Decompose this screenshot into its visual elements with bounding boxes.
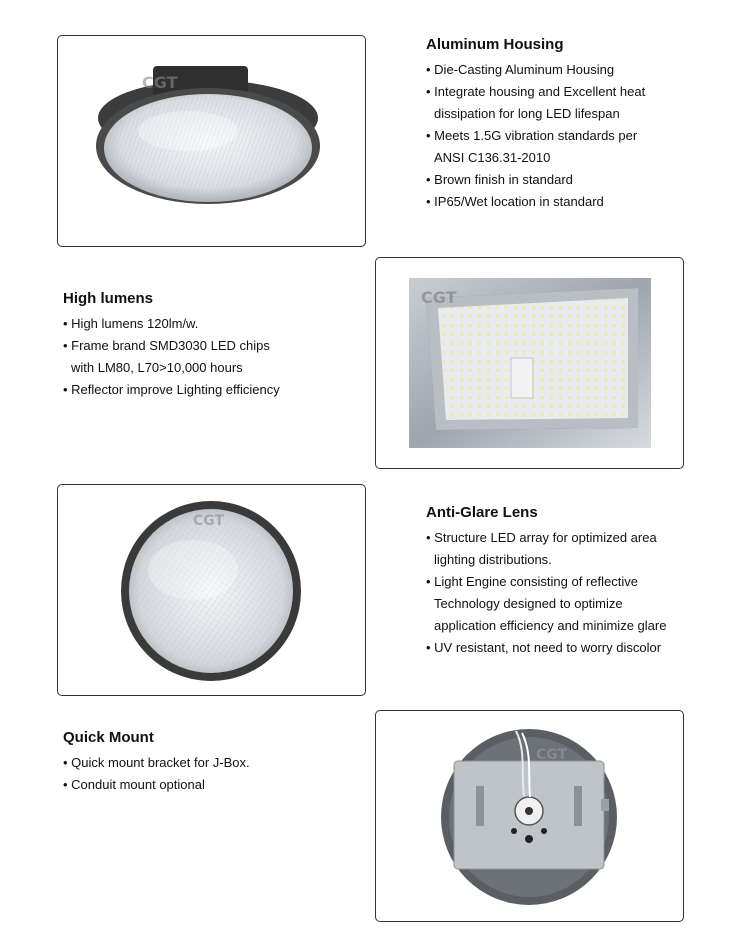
feature-bullet: • High lumens 120lm/w. bbox=[63, 316, 199, 331]
feature-bullet-continuation: ANSI C136.31-2010 bbox=[434, 150, 551, 165]
feature-bullet-continuation: dissipation for long LED lifespan bbox=[434, 106, 620, 121]
watermark-text: CGT bbox=[193, 513, 225, 529]
feature-bullet: • Quick mount bracket for J-Box. bbox=[63, 755, 250, 770]
section-title: High lumens bbox=[63, 290, 154, 307]
feature-bullet: • Structure LED array for optimized area bbox=[426, 530, 657, 545]
led-board-image-frame bbox=[375, 257, 684, 469]
fixture-side-view-image bbox=[58, 36, 365, 246]
feature-bullet-continuation: Technology designed to optimize bbox=[434, 596, 623, 611]
feature-bullet: • IP65/Wet location in standard bbox=[426, 194, 604, 209]
housing-image-frame bbox=[57, 35, 366, 247]
feature-bullet-continuation: lighting distributions. bbox=[434, 552, 552, 567]
watermark-text: CGT bbox=[536, 747, 568, 763]
feature-bullet-continuation: with LM80, L70>10,000 hours bbox=[71, 360, 243, 375]
watermark-text: CGT bbox=[142, 73, 178, 92]
feature-bullet: • Brown finish in standard bbox=[426, 172, 573, 187]
feature-bullet: • UV resistant, not need to worry discolor bbox=[426, 640, 662, 655]
lens-image-frame bbox=[57, 484, 366, 696]
watermark-text: CGT bbox=[421, 288, 457, 307]
feature-bullet: • Conduit mount optional bbox=[63, 777, 205, 792]
section-aluminum-housing bbox=[426, 35, 645, 213]
feature-bullet: • Light Engine consisting of reflective bbox=[426, 574, 638, 589]
section-title: Aluminum Housing bbox=[426, 36, 564, 53]
feature-bullet: • Frame brand SMD3030 LED chips bbox=[63, 338, 270, 353]
feature-bullet: • Die-Casting Aluminum Housing bbox=[426, 62, 615, 77]
mount-bracket-image bbox=[376, 711, 683, 921]
feature-bullet: • Reflector improve Lighting efficiency bbox=[63, 382, 280, 397]
section-anti-glare-lens bbox=[426, 503, 666, 659]
feature-bullet-continuation: application efficiency and minimize glare bbox=[434, 618, 667, 633]
feature-bullet: • Meets 1.5G vibration standards per bbox=[426, 128, 638, 143]
lens-front-view-image bbox=[58, 485, 365, 695]
section-title: Anti-Glare Lens bbox=[426, 504, 538, 521]
section-high-lumens bbox=[63, 289, 280, 401]
section-title: Quick Mount bbox=[63, 729, 154, 746]
feature-bullet: • Integrate housing and Excellent heat bbox=[426, 84, 646, 99]
mount-image-frame bbox=[375, 710, 684, 922]
section-quick-mount bbox=[63, 728, 250, 796]
led-board-image bbox=[376, 258, 683, 468]
